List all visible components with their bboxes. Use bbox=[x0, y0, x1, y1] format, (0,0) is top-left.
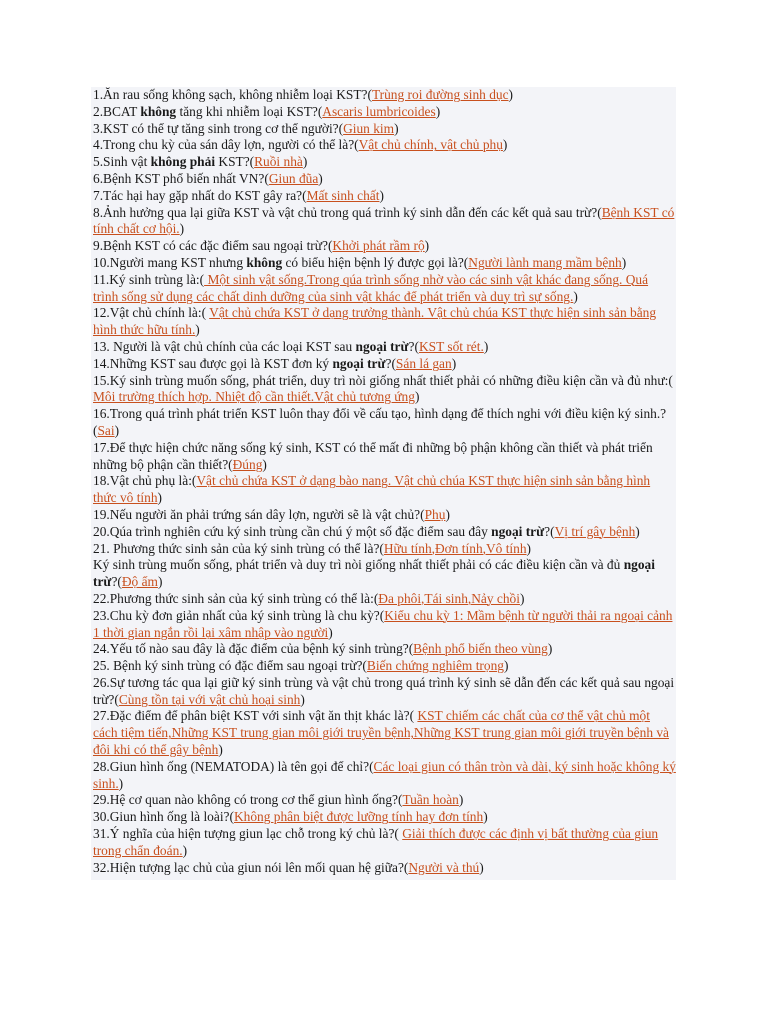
question-item bbox=[93, 238, 676, 255]
answer-link[interactable]: Không phân biệt được lưỡng tính hay đơn tính bbox=[233, 809, 484, 825]
question-item bbox=[93, 188, 676, 205]
answer-link[interactable]: Một sinh vật sống.Trong qúa trình sống nhờ vào các sinh vật khác đang sống. Quá trình sống sử dụng các chất dinh dưỡng của sinh vật khác để phát triển và duy trì sự sống. bbox=[93, 271, 649, 304]
question-text: ) bbox=[318, 170, 323, 186]
question-text: ?( bbox=[111, 574, 122, 590]
question-text: tăng khi nhiễm loại KST?( bbox=[176, 103, 323, 119]
question-text: 3.KST có thể tự tăng sinh trong cơ thể người?( bbox=[93, 120, 344, 136]
answer-link[interactable]: Phụ bbox=[424, 506, 446, 522]
answer-link[interactable]: Tuần hoàn bbox=[402, 792, 459, 808]
question-item bbox=[93, 272, 676, 306]
emphasis-text: không bbox=[246, 254, 283, 270]
quiz-document bbox=[91, 87, 676, 880]
question-item bbox=[93, 406, 676, 440]
question-item bbox=[93, 339, 676, 356]
answer-link[interactable]: Ascaris lumbricoides bbox=[322, 103, 436, 119]
answer-link[interactable]: Cùng tồn tại với vật chủ hoại sinh bbox=[118, 691, 301, 707]
question-text: ) bbox=[262, 456, 267, 472]
question-text: Ký sinh trùng muốn sống, phát triển và duy trì nòi giống nhất thiết phải có các điều kiện cần và đủ bbox=[93, 557, 624, 573]
question-text: 28.Giun hình ống (NEMATODA) là tên gọi để chỉ?( bbox=[93, 758, 374, 774]
answer-link[interactable]: Vật chủ chính, vật chủ phụ bbox=[358, 137, 503, 153]
question-text: ) bbox=[300, 691, 305, 707]
answer-link[interactable]: Khởi phát rầm rộ bbox=[332, 238, 425, 254]
question-item bbox=[93, 373, 676, 407]
question-text: 22.Phương thức sinh sản của ký sinh trùng có thể là:( bbox=[93, 590, 379, 606]
question-text: ) bbox=[502, 137, 508, 153]
question-text: ) bbox=[526, 540, 531, 556]
answer-link[interactable]: Các loại giun có thân tròn và dài, ký sinh hoặc không ký sinh. bbox=[93, 758, 676, 791]
question-text: 17.Để thực hiện chức năng sống ký sinh, KST có thể mất đi những bộ phận không cần thiết và phát triển những bộ phận cần thiết?( bbox=[93, 439, 653, 472]
question-text: ) bbox=[195, 322, 200, 338]
question-text: ) bbox=[157, 574, 163, 590]
question-item bbox=[93, 356, 676, 373]
question-item bbox=[93, 137, 676, 154]
emphasis-text: không phải bbox=[150, 154, 216, 170]
answer-link[interactable]: Vị trí gây bệnh bbox=[554, 523, 636, 539]
question-text: ) bbox=[435, 103, 441, 119]
question-text: 27.Đặc điểm để phân biệt KST với sinh vật ăn thịt khác là?( bbox=[93, 708, 418, 724]
question-text: ) bbox=[394, 120, 399, 136]
question-text: ) bbox=[483, 338, 489, 354]
question-text: ) bbox=[451, 355, 457, 371]
question-text: ) bbox=[379, 187, 384, 203]
question-item bbox=[93, 87, 676, 104]
question-text: ) bbox=[114, 422, 120, 438]
answer-link[interactable]: Biến chứng nghiêm trọng bbox=[366, 658, 504, 674]
question-text: 31.Ý nghĩa của hiện tượng giun lạc chỗ trong ký chủ là?( bbox=[93, 826, 403, 842]
question-text: ) bbox=[424, 238, 430, 254]
question-text: ) bbox=[179, 221, 185, 237]
answer-link[interactable]: Ruồi nhà bbox=[254, 154, 303, 170]
question-text: ) bbox=[547, 641, 553, 657]
question-item bbox=[93, 541, 676, 558]
question-text: 24.Yếu tố nào sau đây là đặc điểm của bệnh ký sinh trùng?( bbox=[93, 641, 414, 657]
answer-link[interactable]: KST sốt rét. bbox=[418, 338, 484, 354]
question-text: 4.Trong chu kỳ của sán dây lợn, người có thể là?( bbox=[93, 137, 359, 153]
question-text: 18.Vật chủ phụ là:( bbox=[93, 473, 197, 489]
question-item bbox=[93, 104, 676, 121]
answer-link[interactable]: Đa phôi,Tái sinh,Nảy chồi bbox=[378, 590, 520, 606]
question-text: ) bbox=[445, 506, 450, 522]
answer-link[interactable]: Trùng roi đường sinh dục bbox=[371, 87, 509, 102]
question-text: ) bbox=[118, 775, 124, 791]
question-item bbox=[93, 658, 676, 675]
answer-link[interactable]: Môi trường thích hợp. Nhiệt độ cần thiết.Vật chủ tương ứng bbox=[93, 389, 415, 405]
question-text: ) bbox=[157, 490, 163, 506]
question-item bbox=[93, 507, 676, 524]
question-text: ) bbox=[503, 658, 509, 674]
question-item bbox=[93, 608, 676, 642]
answer-link[interactable]: Vật chủ chứa KST ở dạng trưởng thành. Vật chủ chúa KST thực hiện sinh sản bằng hình thức hữu tính. bbox=[93, 305, 657, 338]
answer-link[interactable]: Bệnh phổ biến theo vùng bbox=[413, 641, 548, 657]
answer-link[interactable]: Bệnh KST có tính chất cơ hội. bbox=[93, 204, 675, 237]
answer-link[interactable]: Độ ẩm bbox=[121, 574, 158, 590]
question-text: 8.Ảnh hưởng qua lại giữa KST và vật chủ trong quá trình ký sinh dẫn đến các kết quả sau trừ?( bbox=[93, 204, 602, 220]
emphasis-text: ngoại trừ bbox=[355, 338, 409, 354]
question-item bbox=[93, 205, 676, 239]
question-item bbox=[93, 708, 676, 758]
question-text: ) bbox=[479, 859, 484, 875]
answer-link[interactable]: Người và thú bbox=[408, 859, 480, 875]
question-text: 32.Hiện tượng lạc chủ của giun nói lên mối quan hệ giữa?( bbox=[93, 859, 409, 875]
question-text: KST?( bbox=[215, 154, 255, 170]
question-item bbox=[93, 557, 676, 591]
answer-link[interactable]: Kiểu chu kỳ 1: Mầm bệnh từ người thải ra ngoại cảnh 1 thời gian ngắn rồi lại xâm nhập vào người bbox=[93, 607, 673, 640]
question-text: 9.Bệnh KST có các đặc điểm sau ngoại trừ?( bbox=[93, 238, 333, 254]
question-text: ) bbox=[483, 809, 488, 825]
question-text: 19.Nếu người ăn phải trứng sán dây lợn, người sẽ là vật chủ?( bbox=[93, 506, 425, 522]
emphasis-text: ngoại trừ bbox=[491, 523, 545, 539]
question-text: ?( bbox=[408, 338, 419, 354]
question-text: ) bbox=[182, 842, 188, 858]
question-text: 12.Vật chủ chính là:( bbox=[93, 305, 210, 321]
answer-link[interactable]: Sán lá gan bbox=[395, 355, 452, 371]
question-item bbox=[93, 860, 676, 877]
answer-link[interactable]: Vật chủ chứa KST ở dạng bào nang. Vật chủ chúa KST thực hiện sinh sản bằng hình thức vô tính bbox=[93, 473, 651, 506]
question-text: 15.Ký sinh trùng muốn sống, phát triển, duy trì nòi giống nhất thiết phải có những điều kiện cần và đủ như:( bbox=[93, 372, 673, 388]
question-text: 1.Ăn rau sống không sạch, không nhiễm loại KST?( bbox=[93, 87, 372, 102]
question-text: ) bbox=[414, 389, 420, 405]
question-text: ) bbox=[508, 87, 514, 102]
question-text: 7.Tác hại hay gặp nhất do KST gây ra?( bbox=[93, 187, 307, 203]
question-text: 5.Sinh vật bbox=[93, 154, 151, 170]
question-text: ) bbox=[519, 590, 525, 606]
question-text: ) bbox=[635, 523, 640, 539]
question-text: có biểu hiện bệnh lý được gọi là?( bbox=[282, 254, 469, 270]
question-text: 14.Những KST sau được gọi là KST đơn ký bbox=[93, 355, 333, 371]
question-text: ) bbox=[218, 742, 223, 758]
answer-link[interactable]: Mất sinh chất bbox=[306, 187, 380, 203]
question-item bbox=[93, 641, 676, 658]
question-text: 10.Người mang KST nhưng bbox=[93, 254, 247, 270]
answer-link[interactable]: Người lành mang mầm bệnh bbox=[468, 254, 622, 270]
question-item bbox=[93, 440, 676, 474]
question-text: ) bbox=[573, 288, 578, 304]
question-text: ) bbox=[328, 624, 333, 640]
question-item bbox=[93, 809, 676, 826]
question-item bbox=[93, 792, 676, 809]
question-text: 30.Giun hình ống là loài?( bbox=[93, 809, 234, 825]
question-text: 16.Trong quá trình phát triển KST luôn thay đổi về cấu tạo, hình dạng để thích nghi với điều kiện ký sinh.?( bbox=[93, 406, 667, 438]
question-item bbox=[93, 171, 676, 188]
question-item bbox=[93, 121, 676, 138]
question-item bbox=[93, 826, 676, 860]
question-text: 20.Qúa trình nghiên cứu ký sinh trùng cần chú ý một số đặc điểm sau đây bbox=[93, 523, 492, 539]
question-text: 11.Ký sinh trùng là:( bbox=[93, 271, 205, 287]
emphasis-text: ngoại trừ bbox=[93, 557, 655, 590]
question-text: 6.Bệnh KST phổ biến nhất VN?( bbox=[93, 170, 269, 186]
question-text: 29.Hệ cơ quan nào không có trong cơ thể giun hình ống?( bbox=[93, 792, 403, 808]
question-item bbox=[93, 154, 676, 171]
question-item bbox=[93, 524, 676, 541]
question-item bbox=[93, 759, 676, 793]
answer-link[interactable]: Sai bbox=[97, 422, 115, 438]
answer-link[interactable]: Đúng bbox=[232, 456, 263, 472]
answer-link[interactable]: Giun đũa bbox=[268, 170, 319, 186]
emphasis-text: ngoại trừ bbox=[332, 355, 386, 371]
question-text: 21. Phương thức sinh sản của ký sinh trùng có thể là?( bbox=[93, 540, 384, 556]
question-text: ) bbox=[458, 792, 464, 808]
question-text: 23.Chu kỳ đơn giản nhất của ký sinh trùng là chu kỳ?( bbox=[93, 607, 385, 623]
answer-link[interactable]: KST chiếm các chất của cơ thể vật chủ một cách tiệm tiến,Những KST trung gian môi giới truyền bệnh,Những KST trung gian môi giới truyền bệnh và đôi khi có thể gây bệnh bbox=[93, 708, 669, 758]
question-text: ?( bbox=[385, 355, 396, 371]
answer-link[interactable]: Giun kim bbox=[343, 120, 395, 136]
question-text: ) bbox=[621, 254, 627, 270]
answer-link[interactable]: Giải thích được các định vị bất thường của giun trong chẩn đoán. bbox=[93, 826, 659, 858]
answer-link[interactable]: Hữu tính,Đơn tính,Vô tính bbox=[383, 540, 527, 556]
question-item bbox=[93, 255, 676, 272]
question-item bbox=[93, 473, 676, 507]
emphasis-text: không bbox=[140, 103, 177, 119]
question-text: 2.BCAT bbox=[93, 103, 141, 119]
question-text: ) bbox=[302, 154, 308, 170]
question-text: 13. Người là vật chủ chính của các loại KST sau bbox=[93, 338, 356, 354]
question-item bbox=[93, 591, 676, 608]
question-item bbox=[93, 305, 676, 339]
question-text: 26.Sự tương tác qua lại giữ ký sinh trùng và vật chủ trong quá trình ký sinh sẽ dẫn đến các kết quả sau ngoại trừ?( bbox=[93, 674, 675, 707]
question-text: ?( bbox=[544, 523, 555, 539]
question-text: 25. Bệnh ký sinh trùng có đặc điểm sau ngoại trừ?( bbox=[93, 658, 367, 674]
question-item bbox=[93, 675, 676, 709]
